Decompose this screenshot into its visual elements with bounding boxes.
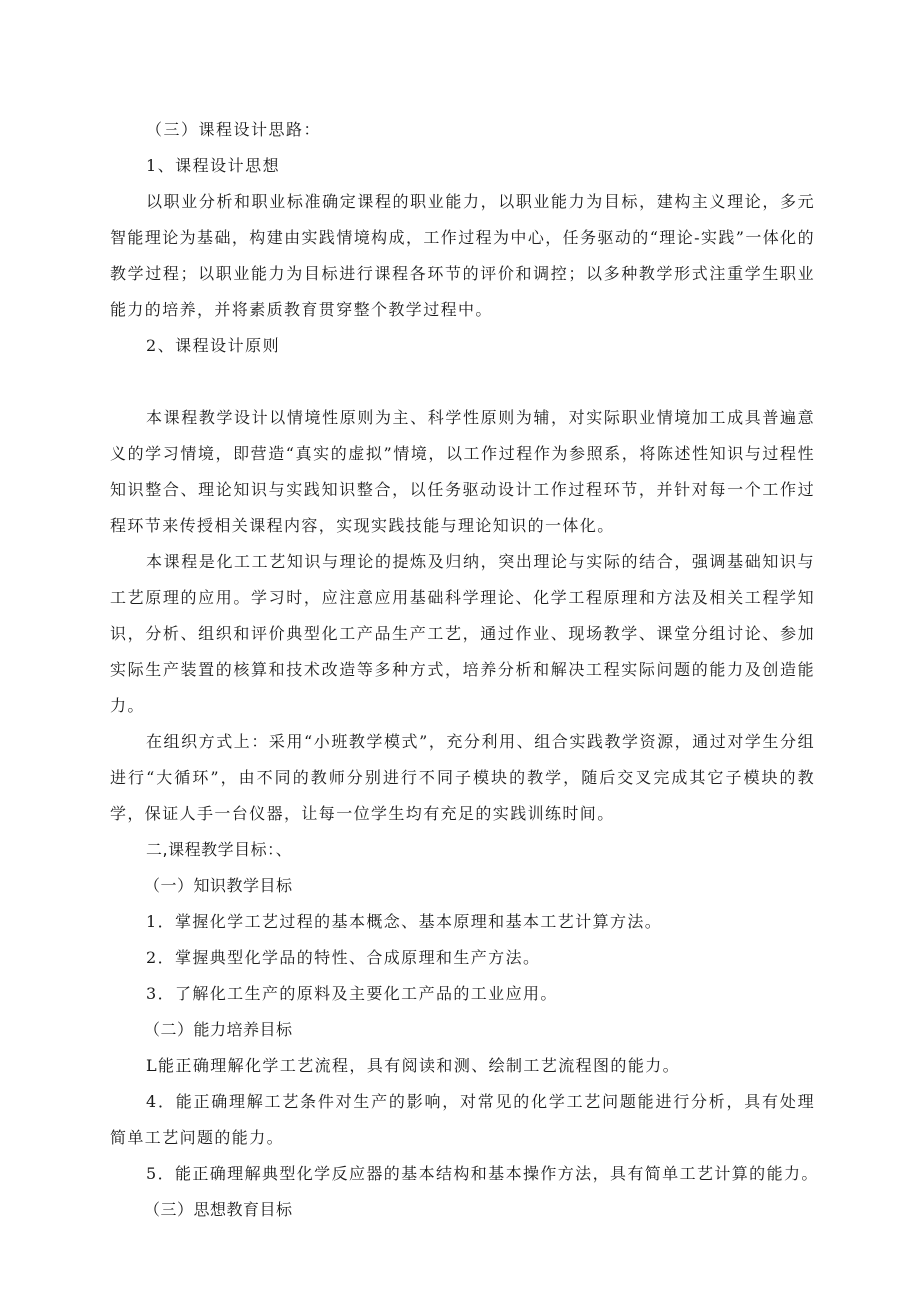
list-item: 5．能正确理解典型化学反应器的基本结构和基本操作方法，具有简单工艺计算的能力。	[146, 1164, 819, 1183]
knowledge-goals-heading: （一）知识教学目标	[144, 876, 293, 895]
paragraph-design-idea: 以职业分析和职业标准确定课程的职业能力，以职业能力为目标，建构主义理论，多元智能理论为基础，构建由实践情境构成，工作过程为中心，任务驱动的“理论-实践”一体化的教学过程；以职业能力为目标进行课程各环节的评价和调控；以多种教学形式注重学生职业能力的培养，并将素质教育贯穿整个教学过程中。	[110, 192, 815, 319]
list-item: 1．掌握化学工艺过程的基本概念、基本原理和基本工艺计算方法。	[146, 912, 663, 931]
ideology-goals-heading: （三）思想教育目标	[144, 1200, 293, 1219]
list-item: L能正确理解化学工艺流程，具有阅读和测、绘制工艺流程图的能力。	[146, 1056, 681, 1075]
subsection-title-1: 1、课程设计思想	[146, 156, 281, 175]
subsection-title-2: 2、课程设计原则	[146, 336, 281, 355]
paragraph-course-nature: 本课程是化工工艺知识与理论的提炼及归纳，突出理论与实际的结合，强调基础知识与工艺原理的应用。学习时，应注意应用基础科学理论、化学工程原理和方法及相关工程学知识，分析、组织和评价典型化工产品生产工艺，通过作业、现场教学、课堂分组讨论、参加实际生产装置的核算和技术改造等多种方式，培养分析和解决工程实际问题的能力及创造能力。	[110, 552, 815, 715]
list-item: 4．能正确理解工艺条件对生产的影响，对常见的化学工艺问题能进行分析，具有处理简单工艺问题的能力。	[110, 1092, 815, 1147]
section-title: （三）课程设计思路：	[146, 120, 322, 139]
ability-goals-heading: （二）能力培养目标	[144, 1020, 293, 1039]
list-item: 2．掌握典型化学品的特性、合成原理和生产方法。	[146, 948, 541, 967]
paragraph-principle: 本课程教学设计以情境性原则为主、科学性原则为辅，对实际职业情境加工成具普遍意义的学习情境，即营造“真实的虚拟”情境，以工作过程作为参照系，将陈述性知识与过程性知识整合、理论知识与实践知识整合，以任务驱动设计工作过程环节，并针对每一个工作过程环节来传授相关课程内容，实现实践技能与理论知识的一体化。	[110, 408, 815, 535]
list-item: 3．了解化工生产的原料及主要化工产品的工业应用。	[146, 984, 558, 1003]
document-page	[110, 112, 819, 1228]
paragraph-organization: 在组织方式上：采用“小班教学模式”，充分利用、组合实践教学资源，通过对学生分组进行“大循环”，由不同的教师分别进行不同子模块的教学，随后交叉完成其它子模块的教学，保证人手一台仪器，让每一位学生均有充足的实践训练时间。	[110, 732, 815, 823]
goals-heading: 二,课程教学目标：、	[146, 840, 293, 859]
blank-line	[110, 364, 815, 400]
